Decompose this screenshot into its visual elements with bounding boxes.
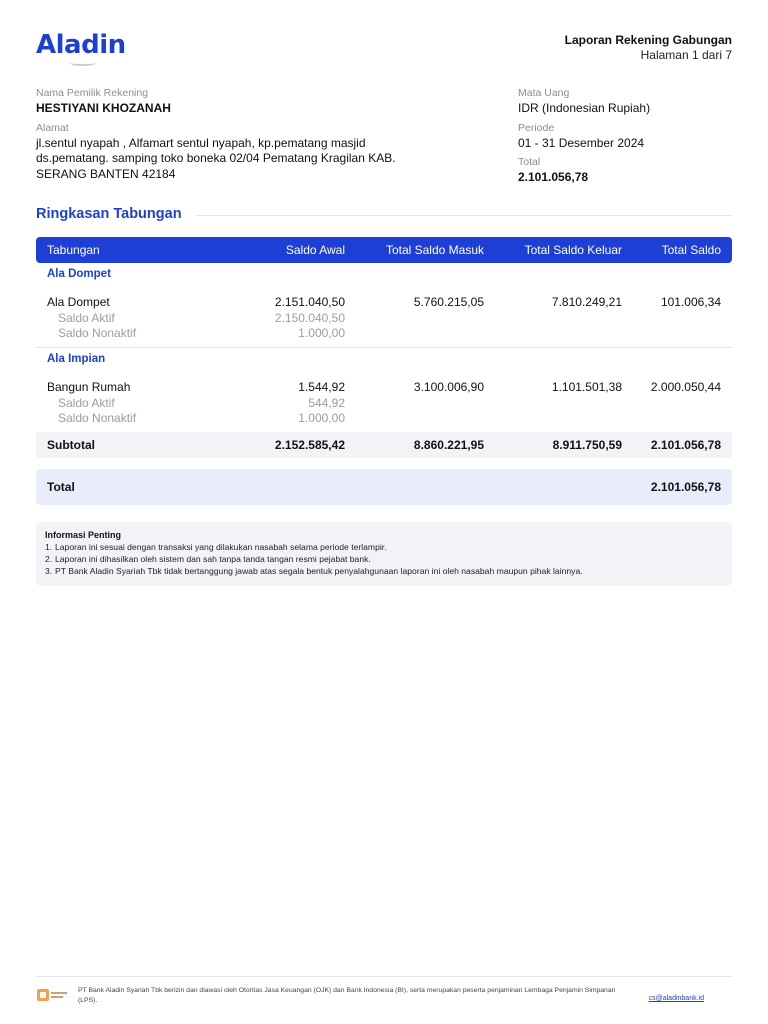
info-item: 1. Laporan ini sesuai dengan transaksi yang dilakukan nasabah selama periode terlampir.: [45, 542, 387, 552]
logo-swoosh-icon: [70, 60, 96, 66]
currency-value: IDR (Indonesian Rupiah): [518, 101, 651, 115]
address-line-1: jl.sentul nyapah , Alfamart sentul nyapah, kp.pematang masjid: [36, 136, 366, 150]
total-value: 2.101.056,78: [518, 170, 589, 184]
subtotal-total-saldo: 2.101.056,78: [650, 438, 721, 452]
subtotal-row: [36, 432, 732, 458]
info-item: 2. Laporan ini dihasilkan oleh sistem dan sah tanpa tanda tangan resmi pejabat bank.: [45, 554, 371, 564]
saldo-nonaktif-value: 1.000,00: [298, 326, 345, 340]
col-total-saldo-masuk: Total Saldo Masuk: [385, 243, 484, 257]
section-title: Ringkasan Tabungan: [36, 206, 182, 222]
subtotal-saldo-keluar: 8.911.750,59: [552, 438, 622, 452]
support-email-link[interactable]: cs@aladinbank.id: [648, 995, 704, 1002]
group-title: Ala Dompet: [47, 268, 111, 280]
col-total-saldo-keluar: Total Saldo Keluar: [524, 243, 622, 257]
section-divider: [196, 215, 732, 216]
saldo-aktif-label: Saldo Aktif: [58, 396, 115, 410]
saldo-keluar-value: 1.101.501,38: [551, 380, 622, 394]
info-item-text: Laporan ini sesuai dengan transaksi yang dilakukan nasabah selama periode terlampir.: [55, 542, 387, 552]
saldo-aktif-value: 2.150.040,50: [274, 311, 345, 325]
account-name: Ala Dompet: [47, 295, 110, 309]
table-header: [36, 237, 732, 263]
saldo-nonaktif-label: Saldo Nonaktif: [58, 326, 137, 340]
info-title: Informasi Penting: [45, 530, 122, 540]
grand-total-value: 2.101.056,78: [650, 480, 721, 494]
subtotal-saldo-awal: 2.152.585,42: [274, 438, 345, 452]
saldo-awal-value: 1.544,92: [298, 380, 345, 394]
currency-label: Mata Uang: [518, 87, 570, 99]
saldo-aktif-value: 544,92: [308, 396, 345, 410]
period-label: Periode: [518, 122, 555, 134]
total-label: Total: [518, 156, 541, 168]
document-title: Laporan Rekening Gabungan: [564, 33, 732, 47]
info-item-text: Laporan ini dihasilkan oleh sistem dan sah tanpa tanda tangan resmi pejabat bank.: [55, 554, 371, 564]
subtotal-label: Subtotal: [47, 438, 95, 452]
page-indicator: Halaman 1 dari 7: [640, 48, 732, 62]
total-saldo-value: 2.000.050,44: [650, 380, 721, 394]
saldo-nonaktif-value: 1.000,00: [298, 411, 345, 425]
saldo-nonaktif-label: Saldo Nonaktif: [58, 411, 137, 425]
aladin-logo: [36, 30, 126, 68]
saldo-masuk-value: 3.100.006,90: [413, 380, 484, 394]
footer-disclaimer: PT Bank Aladin Syariah Tbk berizin dan diawasi oleh Otoritas Jasa Keuangan (OJK) dan Bank Indonesia (BI), serta merupakan peserta penjaminan Lembaga Penjamin Simpanan (LPS).: [78, 987, 616, 1004]
saldo-awal-value: 2.151.040,50: [274, 295, 345, 309]
owner-label: Nama Pemilik Rekening: [36, 87, 149, 99]
saldo-masuk-value: 5.760.215,05: [413, 295, 484, 309]
address-line-3: SERANG BANTEN 42184: [36, 167, 176, 181]
group-divider: [36, 347, 732, 348]
footer-divider: [36, 976, 732, 977]
total-saldo-value: 101.006,34: [660, 295, 721, 309]
logo-text: Aladin: [36, 30, 126, 60]
address-label: Alamat: [36, 122, 69, 134]
info-item-text: PT Bank Aladin Syariah Tbk tidak bertanggung jawab atas segala bentuk penyalahgunaan laporan ini oleh nasabah maupun pihak lainnya.: [55, 566, 583, 576]
grand-total-row: [36, 469, 732, 505]
group-title: Ala Impian: [47, 353, 106, 365]
saldo-aktif-label: Saldo Aktif: [58, 311, 115, 325]
grand-total-label: Total: [47, 480, 75, 494]
info-item: 3. PT Bank Aladin Syariah Tbk tidak bertanggung jawab atas segala bentuk penyalahgunaan laporan ini oleh nasabah maupun pihak lainnya.: [45, 566, 583, 576]
col-tabungan: Tabungan: [47, 243, 100, 257]
period-value: 01 - 31 Desember 2024: [518, 136, 645, 150]
col-total-saldo: Total Saldo: [661, 243, 721, 257]
address-line-2: ds.pematang. samping toko boneka 02/04 Pematang Kragilan KAB.: [36, 151, 396, 165]
col-saldo-awal: Saldo Awal: [285, 243, 345, 257]
important-info-box: [36, 522, 732, 586]
subtotal-saldo-masuk: 8.860.221,95: [413, 438, 484, 452]
account-name: Bangun Rumah: [47, 380, 131, 394]
owner-name: HESTIYANI KHOZANAH: [36, 101, 171, 115]
saldo-keluar-value: 7.810.249,21: [551, 295, 622, 309]
regulator-logo-icon: [36, 988, 68, 1002]
